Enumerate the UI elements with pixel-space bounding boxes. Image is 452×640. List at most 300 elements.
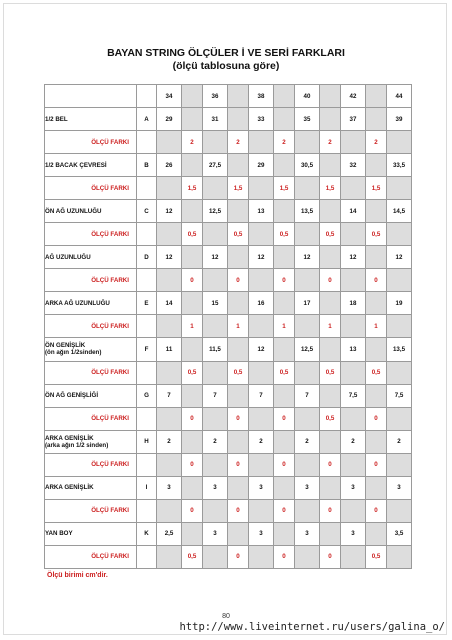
size-value-cell: 13 — [249, 200, 274, 223]
difference-value-cell: 0 — [182, 453, 203, 476]
gap-cell — [182, 200, 203, 223]
size-value-cell: 3 — [295, 476, 320, 499]
difference-label: ÖLÇÜ FARKI — [45, 177, 137, 200]
difference-label: ÖLÇÜ FARKI — [45, 223, 137, 246]
measurement-code: I — [137, 476, 157, 499]
gap-cell — [274, 108, 295, 131]
difference-value-cell: 1 — [228, 315, 249, 338]
difference-value-cell: 0,5 — [366, 545, 387, 568]
size-value-cell: 3 — [341, 476, 366, 499]
measurement-code: F — [137, 338, 157, 361]
size-value-cell: 2 — [157, 430, 182, 453]
size-value-cell: 7,5 — [341, 384, 366, 407]
size-value-cell: 12 — [341, 246, 366, 269]
code-blank-cell — [137, 177, 157, 200]
size-value-cell: 29 — [249, 154, 274, 177]
measurement-code: B — [137, 154, 157, 177]
code-blank-cell — [137, 407, 157, 430]
difference-value-cell: 0,5 — [228, 361, 249, 384]
gap-cell — [274, 522, 295, 545]
size-blank-cell — [249, 315, 274, 338]
size-value-cell: 37 — [341, 108, 366, 131]
size-value-cell: 12,5 — [203, 200, 228, 223]
gap-cell — [228, 430, 249, 453]
size-blank-cell — [295, 361, 320, 384]
source-url: http://www.liveinternet.ru/users/galina_o/ — [179, 621, 445, 633]
difference-value-cell: 1 — [182, 315, 203, 338]
difference-value-cell: 0 — [228, 407, 249, 430]
size-value-cell: 18 — [341, 292, 366, 315]
code-blank-cell — [137, 269, 157, 292]
size-value-cell: 12 — [249, 246, 274, 269]
size-value-cell: 13,5 — [387, 338, 412, 361]
gap-cell — [274, 476, 295, 499]
gap-cell — [366, 476, 387, 499]
gap-cell — [228, 85, 249, 108]
size-value-cell: 30,5 — [295, 154, 320, 177]
size-blank-cell — [295, 499, 320, 522]
measurement-label: ÖN AĞ GENİŞLİĞİ — [45, 392, 99, 400]
measurement-row — [45, 338, 412, 361]
size-value-cell: 3 — [341, 522, 366, 545]
difference-value-cell: 0 — [320, 453, 341, 476]
difference-value-cell: 0 — [366, 269, 387, 292]
measurement-row — [45, 476, 412, 499]
size-blank-cell — [203, 315, 228, 338]
gap-cell — [320, 200, 341, 223]
measurement-code: E — [137, 292, 157, 315]
measurement-row — [45, 384, 412, 407]
size-blank-cell — [203, 177, 228, 200]
measurement-row — [45, 292, 412, 315]
size-blank-cell — [203, 223, 228, 246]
difference-value-cell: 0,5 — [228, 223, 249, 246]
gap-cell — [228, 384, 249, 407]
size-value-cell: 2 — [203, 430, 228, 453]
code-blank-cell — [137, 315, 157, 338]
gap-cell — [366, 338, 387, 361]
difference-row — [45, 315, 412, 338]
size-blank-cell — [341, 545, 366, 568]
size-value-cell: 35 — [295, 108, 320, 131]
measurement-row — [45, 246, 412, 269]
size-value-cell: 12 — [157, 200, 182, 223]
size-header: 38 — [249, 85, 274, 108]
size-value-cell: 2 — [341, 430, 366, 453]
measurement-label: ARKA GENİŞLİK — [45, 484, 94, 492]
gap-cell — [274, 85, 295, 108]
measurement-label: ÖN GENİŞLİK — [45, 342, 86, 350]
measurement-name — [45, 522, 137, 545]
gap-cell — [228, 200, 249, 223]
size-blank-cell — [341, 131, 366, 154]
size-blank-cell — [387, 361, 412, 384]
gap-cell — [366, 522, 387, 545]
difference-value-cell: 0 — [182, 407, 203, 430]
size-value-cell: 7 — [157, 384, 182, 407]
size-value-cell: 14 — [157, 292, 182, 315]
size-blank-cell — [341, 453, 366, 476]
size-blank-cell — [157, 131, 182, 154]
size-value-cell: 3 — [203, 522, 228, 545]
gap-cell — [366, 154, 387, 177]
size-value-cell: 7 — [249, 384, 274, 407]
difference-value-cell: 2 — [320, 131, 341, 154]
gap-cell — [366, 384, 387, 407]
size-value-cell: 11 — [157, 338, 182, 361]
size-blank-cell — [157, 177, 182, 200]
size-blank-cell — [387, 545, 412, 568]
gap-cell — [274, 430, 295, 453]
measurement-label: ARKA GENİŞLİK — [45, 434, 94, 442]
size-header: 40 — [295, 85, 320, 108]
size-value-cell: 3 — [295, 522, 320, 545]
size-value-cell: 29 — [157, 108, 182, 131]
size-blank-cell — [295, 131, 320, 154]
difference-value-cell: 1 — [274, 315, 295, 338]
gap-cell — [228, 522, 249, 545]
difference-value-cell: 0 — [366, 453, 387, 476]
measurement-code: K — [137, 522, 157, 545]
measurement-label: 1/2 BACAK ÇEVRESİ — [45, 161, 107, 169]
size-value-cell: 19 — [387, 292, 412, 315]
measurement-name — [45, 384, 137, 407]
size-chart-table — [44, 84, 412, 569]
size-blank-cell — [387, 315, 412, 338]
gap-cell — [366, 246, 387, 269]
difference-value-cell: 0,5 — [182, 361, 203, 384]
size-blank-cell — [295, 407, 320, 430]
gap-cell — [274, 292, 295, 315]
size-value-cell: 17 — [295, 292, 320, 315]
measurement-code: A — [137, 108, 157, 131]
difference-row — [45, 407, 412, 430]
difference-label: ÖLÇÜ FARKI — [45, 499, 137, 522]
difference-value-cell: 1,5 — [228, 177, 249, 200]
gap-cell — [182, 430, 203, 453]
difference-row — [45, 361, 412, 384]
gap-cell — [182, 522, 203, 545]
difference-value-cell: 0,5 — [320, 407, 341, 430]
size-blank-cell — [203, 269, 228, 292]
size-blank-cell — [387, 453, 412, 476]
difference-value-cell: 0 — [274, 545, 295, 568]
measurement-code: D — [137, 246, 157, 269]
measurement-code: C — [137, 200, 157, 223]
size-blank-cell — [295, 177, 320, 200]
difference-value-cell: 0 — [320, 545, 341, 568]
measurement-row — [45, 154, 412, 177]
difference-value-cell: 1,5 — [182, 177, 203, 200]
gap-cell — [320, 338, 341, 361]
measurement-name — [45, 200, 137, 223]
size-blank-cell — [203, 453, 228, 476]
difference-value-cell: 0 — [366, 499, 387, 522]
difference-label: ÖLÇÜ FARKI — [45, 361, 137, 384]
gap-cell — [320, 85, 341, 108]
difference-value-cell: 0 — [320, 269, 341, 292]
size-value-cell: 3 — [157, 476, 182, 499]
measurement-note: (arka ağın 1/2 sinden) — [45, 441, 109, 449]
size-blank-cell — [341, 223, 366, 246]
gap-cell — [182, 384, 203, 407]
size-header: 44 — [387, 85, 412, 108]
size-blank-cell — [157, 545, 182, 568]
size-blank-cell — [249, 545, 274, 568]
size-value-cell: 7 — [295, 384, 320, 407]
size-blank-cell — [157, 361, 182, 384]
difference-value-cell: 0 — [274, 269, 295, 292]
gap-cell — [182, 338, 203, 361]
size-blank-cell — [295, 315, 320, 338]
difference-value-cell: 1,5 — [274, 177, 295, 200]
size-value-cell: 31 — [203, 108, 228, 131]
gap-cell — [228, 154, 249, 177]
gap-cell — [320, 292, 341, 315]
difference-label: ÖLÇÜ FARKI — [45, 407, 137, 430]
size-blank-cell — [387, 223, 412, 246]
size-blank-cell — [249, 269, 274, 292]
size-value-cell: 7,5 — [387, 384, 412, 407]
size-header: 42 — [341, 85, 366, 108]
difference-value-cell: 0 — [228, 545, 249, 568]
measurement-label: ARKA AĞ UZUNLUĞU — [45, 299, 110, 307]
measurement-label: AĞ UZUNLUĞU — [45, 253, 91, 261]
size-value-cell: 12 — [203, 246, 228, 269]
gap-cell — [274, 384, 295, 407]
difference-value-cell: 2 — [182, 131, 203, 154]
size-blank-cell — [341, 315, 366, 338]
difference-value-cell: 0,5 — [320, 361, 341, 384]
difference-value-cell: 0,5 — [182, 545, 203, 568]
measurement-label: YAN BOY — [45, 530, 73, 538]
gap-cell — [182, 292, 203, 315]
gap-cell — [274, 246, 295, 269]
difference-value-cell: 0,5 — [366, 223, 387, 246]
size-value-cell: 13 — [341, 338, 366, 361]
code-blank-cell — [137, 545, 157, 568]
size-value-cell: 14,5 — [387, 200, 412, 223]
size-value-cell: 15 — [203, 292, 228, 315]
size-blank-cell — [341, 407, 366, 430]
header-blank-cell — [45, 85, 137, 108]
page-subtitle: (ölçü tablosuna göre) — [172, 60, 280, 72]
measurement-name — [45, 338, 137, 361]
size-blank-cell — [249, 131, 274, 154]
size-blank-cell — [203, 361, 228, 384]
size-blank-cell — [157, 499, 182, 522]
measurement-code: G — [137, 384, 157, 407]
size-blank-cell — [203, 499, 228, 522]
size-blank-cell — [249, 407, 274, 430]
size-blank-cell — [341, 177, 366, 200]
difference-label: ÖLÇÜ FARKI — [45, 545, 137, 568]
size-blank-cell — [157, 223, 182, 246]
size-value-cell: 3 — [249, 476, 274, 499]
difference-value-cell: 0 — [320, 499, 341, 522]
difference-value-cell: 2 — [366, 131, 387, 154]
difference-label: ÖLÇÜ FARKI — [45, 269, 137, 292]
size-value-cell: 13,5 — [295, 200, 320, 223]
difference-row — [45, 453, 412, 476]
size-header: 34 — [157, 85, 182, 108]
measurement-note: (ön ağın 1/2sinden) — [45, 349, 102, 357]
size-value-cell: 2 — [387, 430, 412, 453]
gap-cell — [320, 476, 341, 499]
size-value-cell: 11,5 — [203, 338, 228, 361]
gap-cell — [228, 292, 249, 315]
difference-value-cell: 2 — [228, 131, 249, 154]
gap-cell — [366, 292, 387, 315]
gap-cell — [228, 108, 249, 131]
size-header: 36 — [203, 85, 228, 108]
size-value-cell: 39 — [387, 108, 412, 131]
difference-value-cell: 0,5 — [366, 361, 387, 384]
measurement-label: 1/2 BEL — [45, 115, 68, 123]
gap-cell — [320, 108, 341, 131]
difference-row — [45, 223, 412, 246]
difference-value-cell: 0,5 — [274, 223, 295, 246]
size-blank-cell — [387, 499, 412, 522]
difference-row — [45, 269, 412, 292]
difference-value-cell: 0 — [366, 407, 387, 430]
size-value-cell: 7 — [203, 384, 228, 407]
size-value-cell: 2 — [249, 430, 274, 453]
size-value-cell: 33,5 — [387, 154, 412, 177]
size-blank-cell — [387, 407, 412, 430]
size-blank-cell — [203, 131, 228, 154]
measurement-row — [45, 430, 412, 453]
gap-cell — [182, 476, 203, 499]
size-value-cell: 32 — [341, 154, 366, 177]
size-blank-cell — [203, 407, 228, 430]
difference-value-cell: 1 — [320, 315, 341, 338]
gap-cell — [182, 154, 203, 177]
gap-cell — [320, 522, 341, 545]
gap-cell — [182, 246, 203, 269]
measurement-name — [45, 476, 137, 499]
difference-value-cell: 0 — [182, 499, 203, 522]
size-value-cell: 26 — [157, 154, 182, 177]
size-blank-cell — [341, 361, 366, 384]
size-blank-cell — [203, 545, 228, 568]
measurement-code: H — [137, 430, 157, 453]
size-blank-cell — [249, 223, 274, 246]
gap-cell — [320, 154, 341, 177]
difference-label: ÖLÇÜ FARKI — [45, 315, 137, 338]
size-value-cell: 12 — [295, 246, 320, 269]
difference-value-cell: 0 — [274, 453, 295, 476]
code-blank-cell — [137, 223, 157, 246]
gap-cell — [366, 430, 387, 453]
difference-value-cell: 0 — [228, 453, 249, 476]
measurement-name — [45, 430, 137, 453]
difference-value-cell: 1,5 — [320, 177, 341, 200]
size-value-cell: 27,5 — [203, 154, 228, 177]
size-value-cell: 2,5 — [157, 522, 182, 545]
difference-value-cell: 0,5 — [182, 223, 203, 246]
size-blank-cell — [295, 269, 320, 292]
unit-footnote: Ölçü birimi cm'dir. — [47, 572, 108, 579]
header-code-cell — [137, 85, 157, 108]
code-blank-cell — [137, 499, 157, 522]
difference-row — [45, 499, 412, 522]
size-chart-body — [45, 85, 412, 569]
size-blank-cell — [157, 269, 182, 292]
gap-cell — [366, 85, 387, 108]
size-blank-cell — [387, 269, 412, 292]
gap-cell — [274, 338, 295, 361]
size-blank-cell — [249, 453, 274, 476]
measurement-row — [45, 522, 412, 545]
size-value-cell: 2 — [295, 430, 320, 453]
size-value-cell: 12 — [157, 246, 182, 269]
difference-value-cell: 2 — [274, 131, 295, 154]
size-blank-cell — [249, 177, 274, 200]
size-blank-cell — [295, 453, 320, 476]
size-value-cell: 3 — [387, 476, 412, 499]
size-value-cell: 33 — [249, 108, 274, 131]
size-blank-cell — [249, 499, 274, 522]
difference-value-cell: 0 — [182, 269, 203, 292]
difference-value-cell: 0 — [228, 269, 249, 292]
size-blank-cell — [387, 131, 412, 154]
size-value-cell: 3 — [249, 522, 274, 545]
size-blank-cell — [295, 223, 320, 246]
size-blank-cell — [157, 453, 182, 476]
measurement-row — [45, 108, 412, 131]
difference-value-cell: 0 — [274, 407, 295, 430]
difference-value-cell: 0,5 — [274, 361, 295, 384]
measurement-row — [45, 200, 412, 223]
measurement-label: ÖN AĞ UZUNLUĞU — [45, 207, 102, 215]
difference-value-cell: 1,5 — [366, 177, 387, 200]
gap-cell — [228, 338, 249, 361]
difference-row — [45, 131, 412, 154]
size-value-cell: 16 — [249, 292, 274, 315]
size-blank-cell — [387, 177, 412, 200]
gap-cell — [320, 384, 341, 407]
size-blank-cell — [341, 269, 366, 292]
gap-cell — [320, 246, 341, 269]
size-value-cell: 3 — [203, 476, 228, 499]
gap-cell — [320, 430, 341, 453]
gap-cell — [366, 108, 387, 131]
gap-cell — [366, 200, 387, 223]
code-blank-cell — [137, 131, 157, 154]
page-title: BAYAN STRING ÖLÇÜLER İ VE SERİ FARKLARI — [107, 47, 345, 59]
difference-row — [45, 545, 412, 568]
size-value-cell: 12 — [387, 246, 412, 269]
measurement-name — [45, 292, 137, 315]
gap-cell — [182, 108, 203, 131]
difference-value-cell: 0 — [228, 499, 249, 522]
gap-cell — [274, 200, 295, 223]
difference-value-cell: 0,5 — [320, 223, 341, 246]
size-value-cell: 3,5 — [387, 522, 412, 545]
measurement-name — [45, 154, 137, 177]
gap-cell — [228, 476, 249, 499]
difference-label: ÖLÇÜ FARKI — [45, 131, 137, 154]
size-blank-cell — [157, 407, 182, 430]
size-value-cell: 12,5 — [295, 338, 320, 361]
gap-cell — [228, 246, 249, 269]
measurement-name — [45, 246, 137, 269]
code-blank-cell — [137, 361, 157, 384]
size-blank-cell — [157, 315, 182, 338]
gap-cell — [274, 154, 295, 177]
difference-value-cell: 0 — [274, 499, 295, 522]
